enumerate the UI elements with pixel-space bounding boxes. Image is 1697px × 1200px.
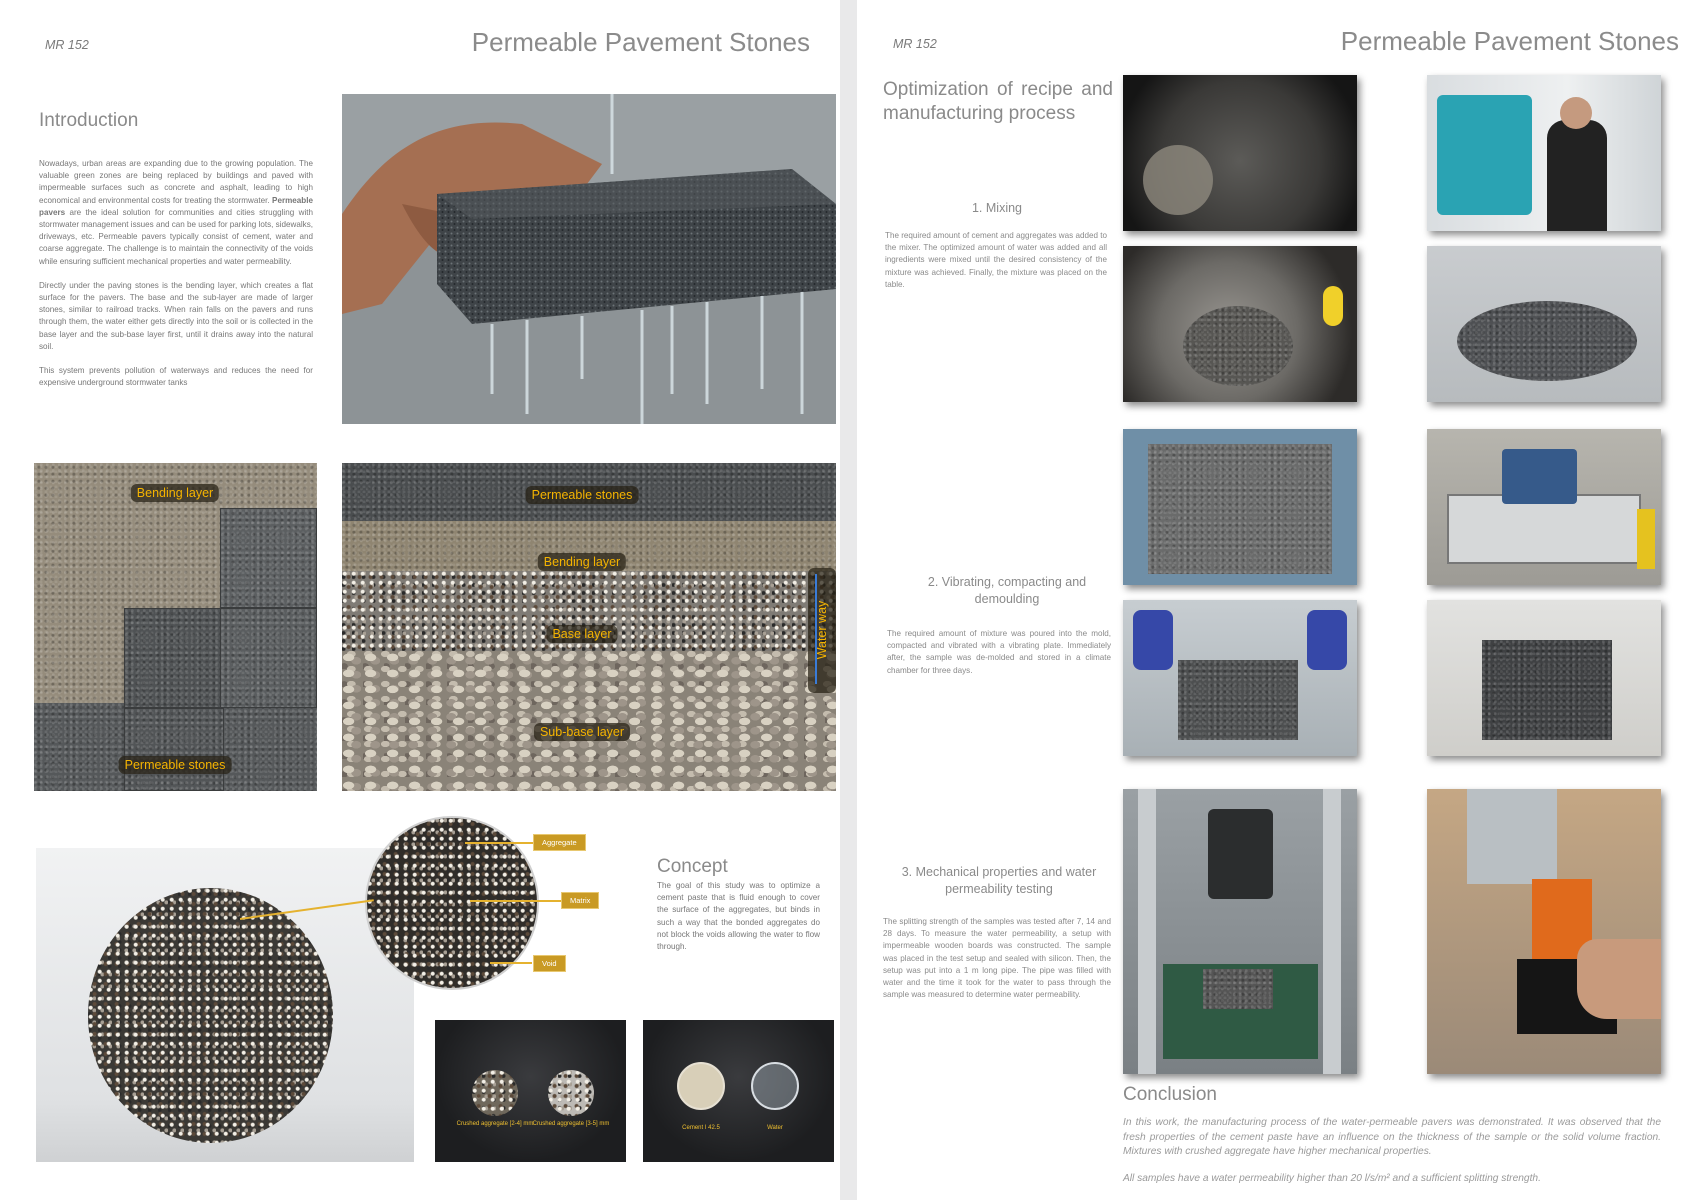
intro-paragraph-2: Directly under the paving stones is the bending layer, which creates a flat surface for the pavers. The base and the sub-layer are made of larger stones, similar to railroad tracks. When rain falls on the pavers and runs through them, the water either gets directly into the soil or is collected in the base layer and the sub-base layer first, until it drains away into the natural soil. bbox=[39, 280, 313, 351]
test-sample bbox=[1203, 969, 1273, 1009]
vibrator-unit bbox=[1502, 449, 1577, 504]
hero-illustration bbox=[342, 94, 836, 424]
document-code: MR 152 bbox=[893, 37, 937, 51]
yellow-tool bbox=[1323, 286, 1343, 326]
cylinder-sample bbox=[88, 888, 333, 1143]
sub-base-layer-band bbox=[342, 651, 836, 791]
step-1-text: The required amount of cement and aggregates was added to the mixer. The optimized amount of water was added and all ingredients were mixed until the desired consistency of the mixture was achieved. Finally, the mixture was placed on the table. bbox=[885, 231, 1107, 289]
mixer-machine bbox=[1437, 95, 1532, 215]
conclusion-paragraph-2: All samples have a water permeability higher than 20 l/s/m² and a sufficient splitting strength. bbox=[1123, 1173, 1541, 1184]
page-title: Permeable Pavement Stones bbox=[471, 27, 810, 57]
page-title: Permeable Pavement Stones bbox=[1340, 26, 1679, 56]
label-permeable-stones: Permeable stones bbox=[119, 756, 232, 774]
mold-content bbox=[1148, 444, 1332, 574]
intro-paragraph-3: This system prevents pollution of waterways and reduces the need for expensive underground stormwater tanks bbox=[39, 366, 313, 388]
layer-photo-cross-section bbox=[342, 463, 836, 791]
caption-aggregate-2-4: Crushed aggregate [2-4] mm bbox=[456, 1121, 534, 1127]
tag-matrix: Matrix bbox=[561, 892, 599, 909]
paver-block-top-right bbox=[220, 508, 317, 608]
conclusion-paragraph-1: In this work, the manufacturing process of the water-permeable pavers was demonstrated. It was observed that the fresh properties of the cement paste have an influence on the thickness of the sample or the solid volume fraction. Mixtures with crushed aggregate have higher mechanical properties. bbox=[1123, 1117, 1661, 1157]
dish-water bbox=[751, 1062, 799, 1110]
tag-aggregate: Aggregate bbox=[533, 834, 586, 851]
load-cell bbox=[1208, 809, 1273, 899]
tag-void: Void bbox=[533, 955, 566, 972]
hand bbox=[1577, 939, 1661, 1019]
caption-water: Water bbox=[767, 1125, 783, 1131]
hero-photo-wet-paver bbox=[342, 94, 836, 424]
cylinder-sample-photo bbox=[36, 848, 414, 1162]
label-base-layer: Base layer bbox=[546, 625, 617, 643]
mixture-pile bbox=[1457, 301, 1637, 381]
matrix-pointer-line bbox=[470, 900, 562, 902]
yellow-clamp bbox=[1637, 509, 1655, 569]
press-column-right bbox=[1323, 789, 1341, 1074]
left-page bbox=[0, 0, 840, 1200]
paver-block-middle bbox=[124, 608, 224, 708]
optimization-heading: Optimization of recipe and manufacturing process bbox=[883, 79, 1113, 124]
introduction-text bbox=[39, 158, 313, 389]
water-way-tag bbox=[808, 568, 836, 693]
caption-cement: Cement I 42.5 bbox=[682, 1125, 720, 1131]
photo-mold-filled bbox=[1123, 429, 1357, 585]
binder-materials-photo bbox=[643, 1020, 834, 1162]
conclusion-heading: Conclusion bbox=[1123, 1084, 1217, 1105]
step-1-title: 1. Mixing bbox=[971, 201, 1023, 215]
dish-cement bbox=[677, 1062, 725, 1110]
step-3-title: 3. Mechanical properties and water permeability testing bbox=[901, 865, 1097, 896]
vibrating-table bbox=[1447, 494, 1641, 564]
photo-vibrating-plate bbox=[1427, 429, 1661, 585]
concept-heading: Concept bbox=[657, 856, 728, 877]
photo-mixed-aggregate-bowl bbox=[1123, 246, 1357, 402]
photo-mixer-cement bbox=[1123, 75, 1357, 231]
photo-splitting-test bbox=[1123, 789, 1357, 1074]
dish-aggregate-3-5 bbox=[548, 1070, 594, 1116]
concept-text: The goal of this study was to optimize a cement paste that is fluid enough to cover the surface of the aggregates, but binds in such a way that the bonded aggregates do not block the voids allowing the water to flow through. bbox=[657, 881, 820, 952]
void-pointer-line bbox=[490, 962, 532, 964]
press-column-left bbox=[1138, 789, 1156, 1074]
label-bending-layer-large: Bending layer bbox=[538, 553, 626, 571]
label-water-way: Water way bbox=[815, 600, 829, 660]
operator bbox=[1547, 120, 1607, 231]
introduction-heading: Introduction bbox=[39, 110, 139, 131]
label-permeable-stones-large: Permeable stones bbox=[526, 486, 639, 504]
photo-permeability-test bbox=[1427, 789, 1661, 1074]
photo-operator-mixing bbox=[1427, 75, 1661, 231]
paver-block-right bbox=[220, 608, 317, 708]
label-sub-base-layer: Sub-base layer bbox=[534, 723, 630, 741]
glove-left bbox=[1133, 610, 1173, 670]
photo-finished-sample bbox=[1427, 600, 1661, 756]
step-3-text: The splitting strength of the samples was tested after 7, 14 and 28 days. To measure the water permeability, a setup with impermeable wooden boards was constructed. The sample was placed in the test setup and sealed with silicon. Then, the setup was put into a 1 m long pipe. The pipe was filled with water and the time it took for the water to pass through the sample was measured to determine water permeability. bbox=[883, 917, 1111, 1000]
mixture-in-bowl bbox=[1183, 306, 1293, 386]
demoulded-sample bbox=[1178, 660, 1298, 740]
label-bending-layer: Bending layer bbox=[131, 484, 219, 502]
finished-paver bbox=[1482, 640, 1612, 740]
photo-demoulding bbox=[1123, 600, 1357, 756]
right-page bbox=[857, 0, 1697, 1200]
pipe bbox=[1467, 789, 1557, 884]
intro-paragraph-1: Nowadays, urban areas are expanding due to the growing population. The valuable green zones are being replaced by buildings and paved with impermeable surfaces such as concrete and asphalt, leading to high economical and environmental costs for treating the stormwater. Permeable pavers are the ideal solution for communities and cities struggling with stormwater management issues and can be used for parking lots, sidewalks, driveways, etc. Permeable pavers typically consist of cement, water and coarse aggregate. The challenge is to maintain the connectivity of the voids while ensuring sufficient mechanical properties and water permeability. bbox=[39, 159, 313, 266]
dish-aggregate-2-4 bbox=[472, 1070, 518, 1116]
step-2-text: The required amount of mixture was poured into the mold, compacted and vibrated with a vibrating plate. Immediately after, the sample was de-molded and stored in a climate chamber for three days. bbox=[887, 629, 1111, 675]
step-2-title: 2. Vibrating, compacting and demoulding bbox=[927, 575, 1087, 606]
document-code: MR 152 bbox=[45, 38, 89, 52]
caption-aggregate-3-5: Crushed aggregate [3-5] mm bbox=[532, 1121, 610, 1127]
aggregate-pointer-line bbox=[465, 842, 533, 844]
photo-mixture-on-table bbox=[1427, 246, 1661, 402]
cement-pile bbox=[1143, 145, 1213, 215]
layer-photo-top-view bbox=[34, 463, 317, 791]
operator-head bbox=[1560, 97, 1592, 129]
intro-highlight: Permeable pavers bbox=[39, 195, 313, 217]
glove-right bbox=[1307, 610, 1347, 670]
paver-block-bottom bbox=[124, 708, 224, 791]
aggregate-materials-photo bbox=[435, 1020, 626, 1162]
